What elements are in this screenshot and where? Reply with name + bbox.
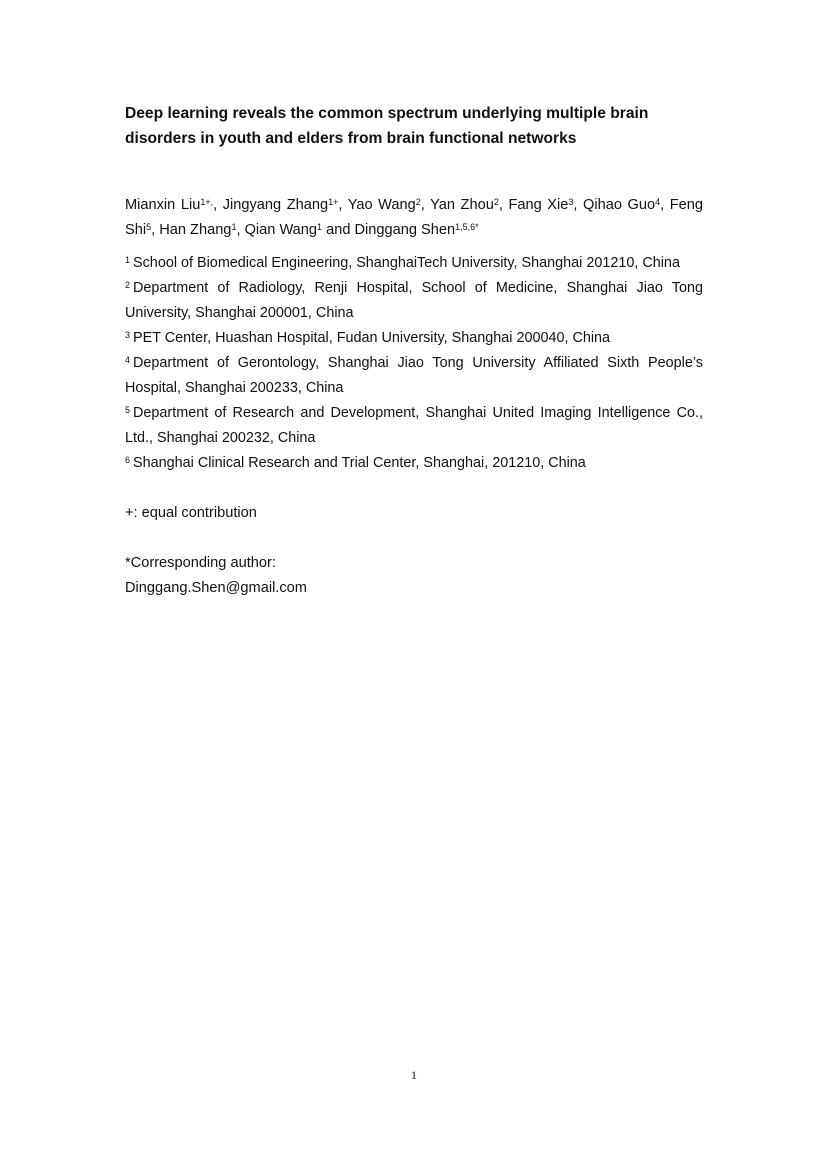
page-number: 1 — [411, 1068, 417, 1082]
affiliation-item — [125, 351, 703, 401]
paper-title: Deep learning reveals the common spectrum underlying multiple brain disorders in youth and elders from brain functional networks — [125, 105, 649, 147]
affiliation-text: Shanghai Clinical Research and Trial Center, Shanghai, 201210, China — [133, 455, 586, 471]
affiliation-text: PET Center, Huashan Hospital, Fudan University, Shanghai 200040, China — [133, 330, 611, 346]
author-affiliation-marker: 2 — [415, 197, 421, 207]
author-separator: and — [322, 222, 355, 238]
author-affiliation-marker: 1+ — [328, 197, 339, 207]
author-name: Jingyang Zhang — [222, 197, 329, 213]
author-name: Qihao Guo — [583, 197, 656, 213]
author-separator: , — [498, 197, 509, 213]
corresponding-author-email[interactable]: Dinggang.Shen@gmail.com — [125, 580, 307, 596]
author-affiliation-marker: 1+, — [200, 197, 214, 207]
author-affiliation-marker: 2 — [493, 197, 499, 207]
author-name: Yao Wang — [347, 197, 416, 213]
affiliation-text: Department of Gerontology, Shanghai Jiao Tong University Affiliated Sixth People’s Hospital, Shanghai 200233, China — [125, 355, 703, 396]
author-separator: , — [236, 222, 245, 238]
author-separator: , — [573, 197, 584, 213]
author-name: Fang Xie — [508, 197, 569, 213]
affiliation-list — [125, 251, 703, 476]
author-affiliation-marker: 1,5,6* — [455, 222, 479, 232]
author-separator: , — [151, 222, 160, 238]
affiliation-item — [125, 451, 703, 476]
affiliation-text: Department of Radiology, Renji Hospital, School of Medicine, Shanghai Jiao Tong University, Shanghai 200001, China — [125, 280, 703, 321]
author-affiliation-marker: 1 — [231, 222, 237, 232]
author-separator: , — [213, 197, 223, 213]
author-affiliation-marker: 5 — [146, 222, 152, 232]
author-affiliation-marker: 1 — [317, 222, 323, 232]
corresponding-author-block — [125, 551, 307, 601]
author-affiliation-marker: 3 — [568, 197, 574, 207]
author-name: Feng Shi — [125, 197, 704, 238]
affiliation-item — [125, 326, 703, 351]
corresponding-author-label: *Corresponding author: — [125, 555, 276, 571]
author-name: Dinggang Shen — [354, 222, 456, 238]
affiliation-text: School of Biomedical Engineering, ShanghaiTech University, Shanghai 201210, China — [133, 255, 680, 271]
affiliation-number: 5 — [125, 405, 131, 415]
affiliation-item — [125, 276, 703, 326]
affiliation-number: 1 — [125, 255, 131, 265]
author-name: Qian Wang — [244, 222, 318, 238]
author-list — [125, 193, 703, 243]
author-separator: , — [660, 197, 670, 213]
author-separator: , — [420, 197, 431, 213]
author-name: Yan Zhou — [430, 197, 494, 213]
affiliation-item — [125, 401, 703, 451]
affiliation-number: 6 — [125, 455, 131, 465]
author-name: Han Zhang — [159, 222, 232, 238]
affiliation-text: Department of Research and Development, Shanghai United Imaging Intelligence Co., Ltd., Shanghai 200232, China — [125, 405, 703, 446]
affiliation-item — [125, 251, 703, 276]
affiliation-number: 3 — [125, 330, 131, 340]
equal-contribution-note: +: equal contribution — [125, 505, 257, 521]
affiliation-number: 2 — [125, 280, 131, 290]
author-name: Mianxin Liu — [125, 197, 201, 213]
author-separator: , — [338, 197, 348, 213]
affiliation-number: 4 — [125, 355, 131, 365]
author-affiliation-marker: 4 — [655, 197, 661, 207]
